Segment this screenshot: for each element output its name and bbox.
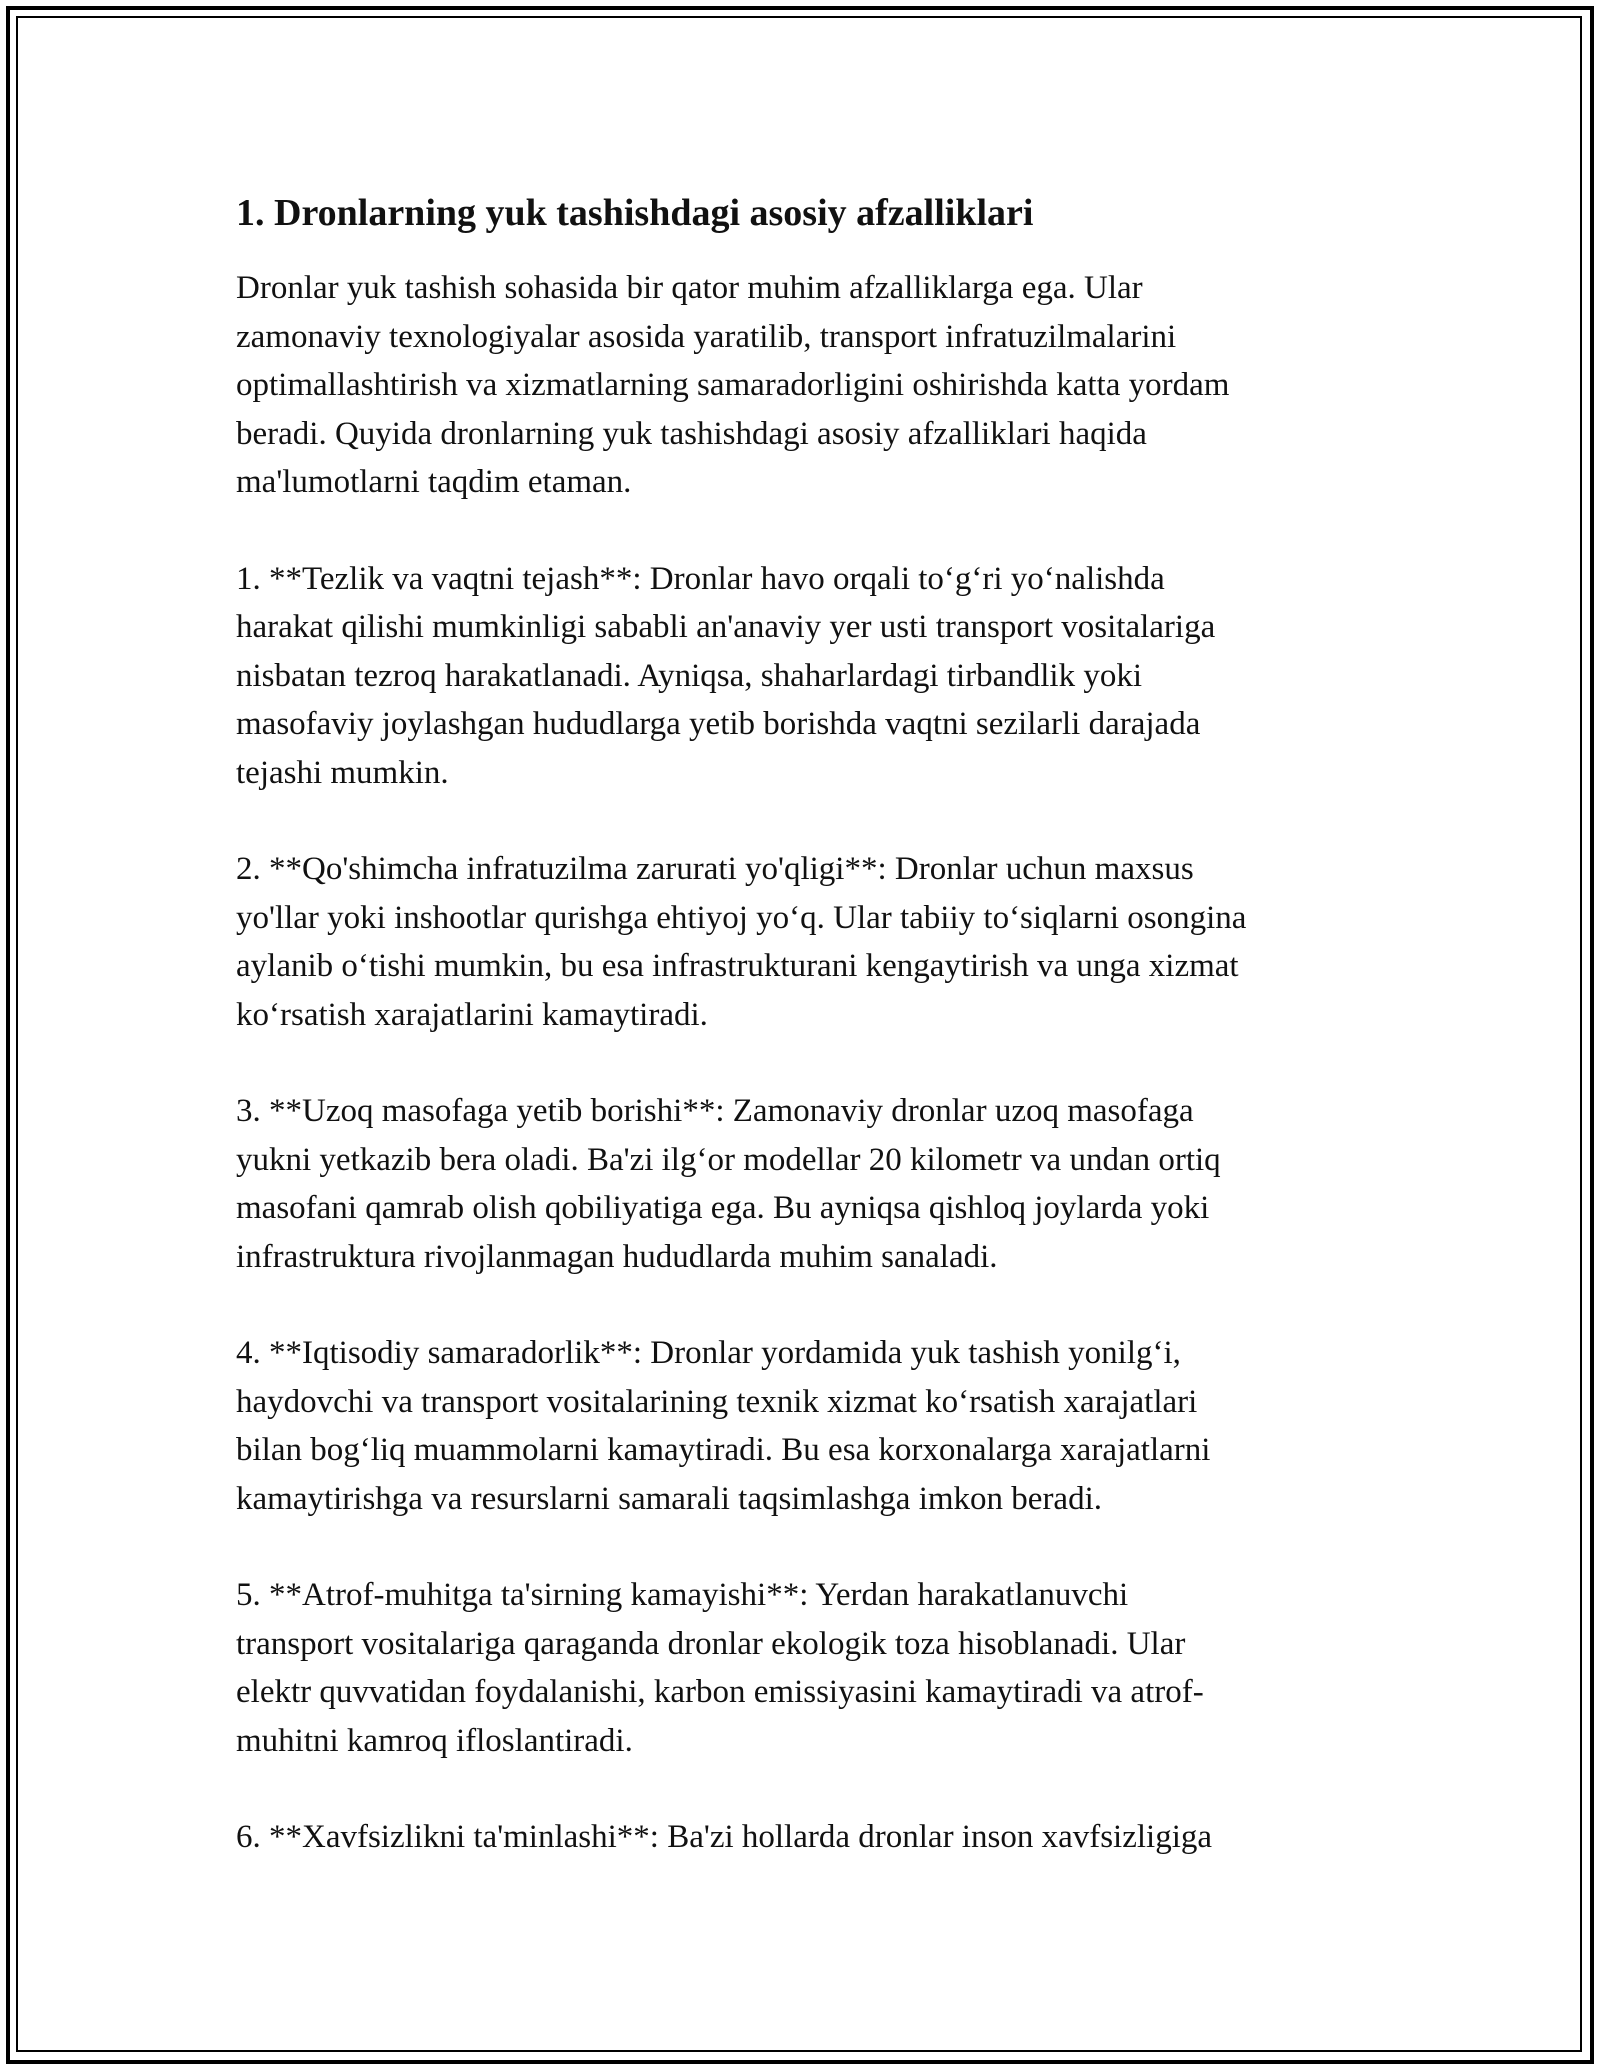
paragraph-safety: 6. **Xavfsizlikni ta'minlashi**: Ba'zi hollarda dronlar inson xavfsizligiga <box>236 1819 1213 1855</box>
document-page <box>236 184 1386 1862</box>
paragraph-economic-efficiency: 4. **Iqtisodiy samaradorlik**: Dronlar yordamida yuk tashish yonilg‘i, haydovchi va transport vositalarining texnik xizmat ko‘rsatish xarajatlari bilan bog‘liq muammolarni kamaytiradi. Bu esa korxonalarga xarajatlarni kamaytirishga va resurslarni samarali taqsimlashga imkon beradi. <box>236 1335 1211 1517</box>
paragraph-environment: 5. **Atrof-muhitga ta'sirning kamayishi**: Yerdan harakatlanuvchi transport vositalariga qaraganda dronlar ekologik toza hisoblanadi. Ular elektr quvvatidan foydalanishi, karbon emissiyasini kamaytiradi va atrof- muhitni kamroq ifloslantiradi. <box>236 1577 1204 1759</box>
section-heading: 1. Dronlarning yuk tashishdagi asosiy afzalliklari <box>236 192 1034 234</box>
paragraph-speed: 1. **Tezlik va vaqtni tejash**: Dronlar havo orqali to‘g‘ri yo‘nalishda harakat qilishi mumkinligi sababli an'anaviy yer usti transport vositalariga nisbatan tezroq harakatlanadi. Ayniqsa, shaharlardagi tirbandlik yoki masofaviy joylashgan hududlarga yetib borishda vaqtni sezilarli darajada tejashi mumkin. <box>236 560 1216 791</box>
intro-paragraph: Dronlar yuk tashish sohasida bir qator muhim afzalliklarga ega. Ular zamonaviy texnologiyalar asosida yaratilib, transport infratuzilmalarini optimallashtirish va xizmatlarning samaradorligini oshirishda katta yordam beradi. Quyida dronlarning yuk tashishdagi asosiy afzalliklari haqida ma'lumotlarni taqdim etaman. <box>236 270 1230 500</box>
paragraph-infrastructure: 2. **Qo'shimcha infratuzilma zarurati yo'qligi**: Dronlar uchun maxsus yo'llar yoki inshootlar qurishga ehtiyoj yo‘q. Ular tabiiy to‘siqlarni osongina aylanib o‘tishi mumkin, bu esa infrastrukturani kengaytirish va unga xizmat ko‘rsatish xarajatlarini kamaytiradi. <box>236 851 1247 1033</box>
paragraph-long-distance: 3. **Uzoq masofaga yetib borishi**: Zamonaviy dronlar uzoq masofaga yukni yetkazib bera oladi. Ba'zi ilg‘or modellar 20 kilometr va undan ortiq masofani qamrab olish qobiliyatiga ega. Bu ayniqsa qishloq joylarda yoki infrastruktura rivojlanmagan hududlarda muhim sanaladi. <box>236 1093 1221 1275</box>
